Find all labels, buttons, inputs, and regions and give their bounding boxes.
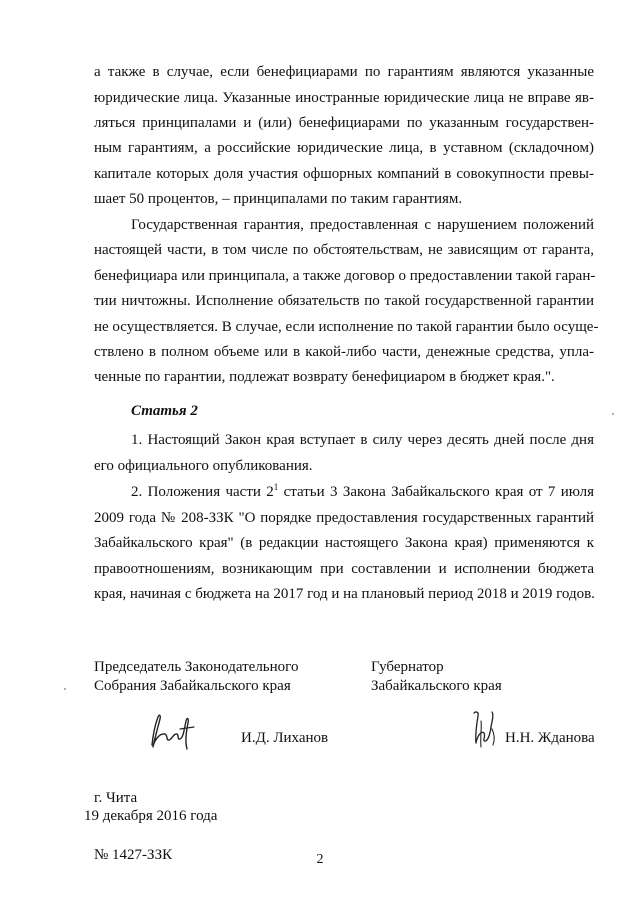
left-signatory-title: Председатель Законодательного xyxy=(94,659,299,675)
body-line: капитале которых доля участия офшорных компаний в совокупности превы- xyxy=(94,166,594,182)
page-number: 2 xyxy=(316,852,324,867)
body-line: юридические лица. Указанные иностранные юридические лица не вправе яв- xyxy=(94,90,594,106)
scan-speck xyxy=(612,413,614,415)
body-line: шает 50 процентов, – принципалами по таким гарантиям. xyxy=(94,191,463,207)
left-signatory-name: И.Д. Лиханов xyxy=(241,730,329,746)
body-line: настоящей части, в том числе по обстоятельствам, не зависящим от гаранта, xyxy=(94,242,594,258)
right-signatory-title: Забайкальского края xyxy=(371,678,502,694)
body-line: ным гарантиям, а российские юридические лица, в уставном (складочном) xyxy=(94,140,594,156)
right-signatory-name: Н.Н. Жданова xyxy=(505,730,595,746)
body-line: Государственная гарантия, предоставленная с нарушением положений xyxy=(131,217,594,233)
article-item-2-line xyxy=(131,482,594,502)
article-item-1-line: 1. Настоящий Закон края вступает в силу через десять дней после дня xyxy=(131,432,594,448)
article-heading: Статья 2 xyxy=(131,403,198,419)
signature-likhanov-image xyxy=(138,705,198,755)
city: г. Чита xyxy=(94,790,138,806)
item-2-text-before: 2. Положения части 2 xyxy=(131,484,274,500)
article-item-2-line: края, начиная с бюджета на 2017 год и на плановый период 2018 и 2019 годов. xyxy=(94,586,595,602)
body-line: ченные по гарантии, подлежат возврату бенефициаром в бюджет края.". xyxy=(94,369,555,385)
article-item-1-line: его официального опубликования. xyxy=(94,458,313,474)
date: 19 декабря 2016 года xyxy=(84,808,218,824)
body-line: ствлено в полном объеме или в какой-либо части, денежные средства, упла- xyxy=(94,344,594,360)
scan-speck xyxy=(64,688,66,690)
article-item-2-line: правоотношениям, возникающим при составлении и исполнении бюджета xyxy=(94,561,594,577)
body-line: а также в случае, если бенефициарами по гарантиям являются указанные xyxy=(94,64,594,80)
article-item-2-line: 2009 года № 208-ЗЗК "О порядке предоставления государственных гарантий xyxy=(94,510,594,526)
law-number: № 1427-ЗЗК xyxy=(94,847,173,863)
item-2-superscript: 1 xyxy=(273,482,279,492)
body-line: не осуществляется. В случае, если исполнение по такой гарантии было осуще- xyxy=(94,319,599,335)
signature-zhdanova-image xyxy=(462,703,504,755)
body-line: тии ничтожны. Исполнение обязательств по такой государственной гарантии xyxy=(94,293,594,309)
body-line: бенефициара или принципала, а также договор о предоставлении такой гаран- xyxy=(94,268,596,284)
article-item-2-line: Забайкальского края" (в редакции настоящего Закона края) применяются к xyxy=(94,535,594,551)
body-line: ляться принципалами и (или) бенефициарами по указанным государствен- xyxy=(94,115,594,131)
item-2-text-after: статьи 3 Закона Забайкальского края от 7 июля xyxy=(278,484,595,500)
left-signatory-title: Собрания Забайкальского края xyxy=(94,678,291,694)
right-signatory-title: Губернатор xyxy=(371,659,444,675)
